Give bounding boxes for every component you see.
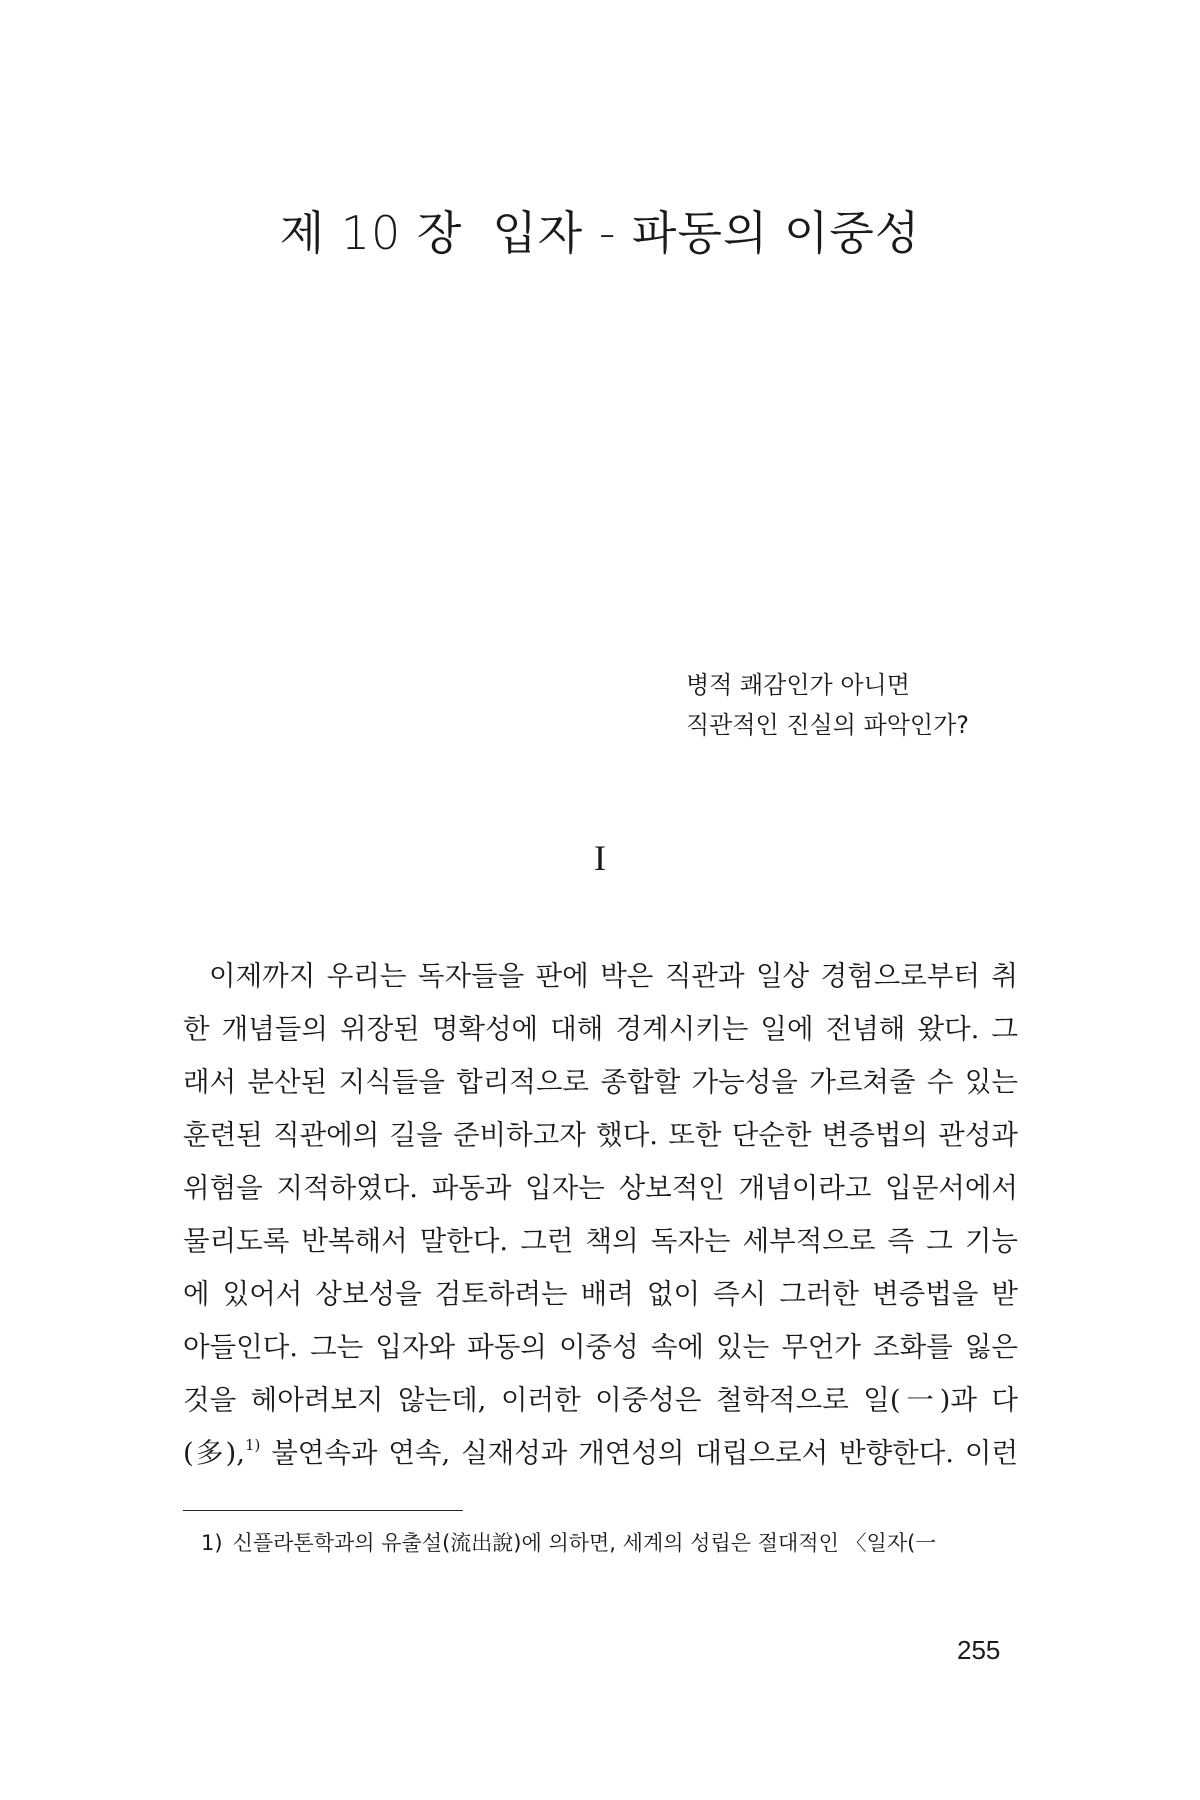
epigraph-line: 직관적인 진실의 파악인가? (686, 711, 970, 739)
body-text-fragment: 불연속과 연속, 실재성과 개연성의 대립으로서 반향한다. 이런 (260, 1437, 1018, 1469)
body-line-with-footnote-ref (183, 1427, 1018, 1480)
chapter-title-text: 입자 - 파동의 이중성 (492, 206, 921, 260)
footnote-reference[interactable]: 1) (244, 1436, 261, 1454)
body-line: 이제까지 우리는 독자들을 판에 박은 직관과 일상 경험으로부터 취 (209, 960, 1018, 992)
body-line: 것을 헤아려보지 않는데, 이러한 이중성은 철학적으로 일(一)과 다 (183, 1384, 1018, 1416)
body-paragraph (183, 950, 1018, 1480)
footnote-text: 신플라톤학과의 유출설(流出說)에 의하면, 세계의 성립은 절대적인 〈일자(一 (232, 1531, 937, 1555)
epigraph-line: 병적 쾌감인가 아니면 (686, 671, 910, 699)
body-line: 물리도록 반복해서 말한다. 그런 책의 독자는 세부적으로 즉 그 기능 (183, 1225, 1018, 1257)
chapter-title (0, 197, 1200, 263)
body-line: 위험을 지적하였다. 파동과 입자는 상보적인 개념이라고 입문서에서 (183, 1172, 1018, 1204)
body-line: 에 있어서 상보성을 검토하려는 배려 없이 즉시 그러한 변증법을 받 (183, 1278, 1018, 1310)
page-number: 255 (957, 1635, 1001, 1665)
footnote-number: 1) (201, 1531, 223, 1555)
footnote-divider (183, 1510, 463, 1511)
epigraph (686, 665, 969, 745)
body-text-fragment: (多), (183, 1437, 245, 1469)
body-line: 래서 분산된 지식들을 합리적으로 종합할 가능성을 가르쳐줄 수 있는 (183, 1066, 1018, 1098)
body-line: 아들인다. 그는 입자와 파동의 이중성 속에 있는 무언가 조화를 잃은 (183, 1331, 1018, 1363)
body-line: 훈련된 직관에의 길을 준비하고자 했다. 또한 단순한 변증법의 관성과 (183, 1119, 1018, 1151)
section-numeral: I (594, 838, 606, 878)
body-line: 한 개념들의 위장된 명확성에 대해 경계시키는 일에 전념해 왔다. 그 (183, 1013, 1018, 1045)
footnote (201, 1527, 1021, 1557)
chapter-number: 제 10 장 (279, 206, 463, 260)
